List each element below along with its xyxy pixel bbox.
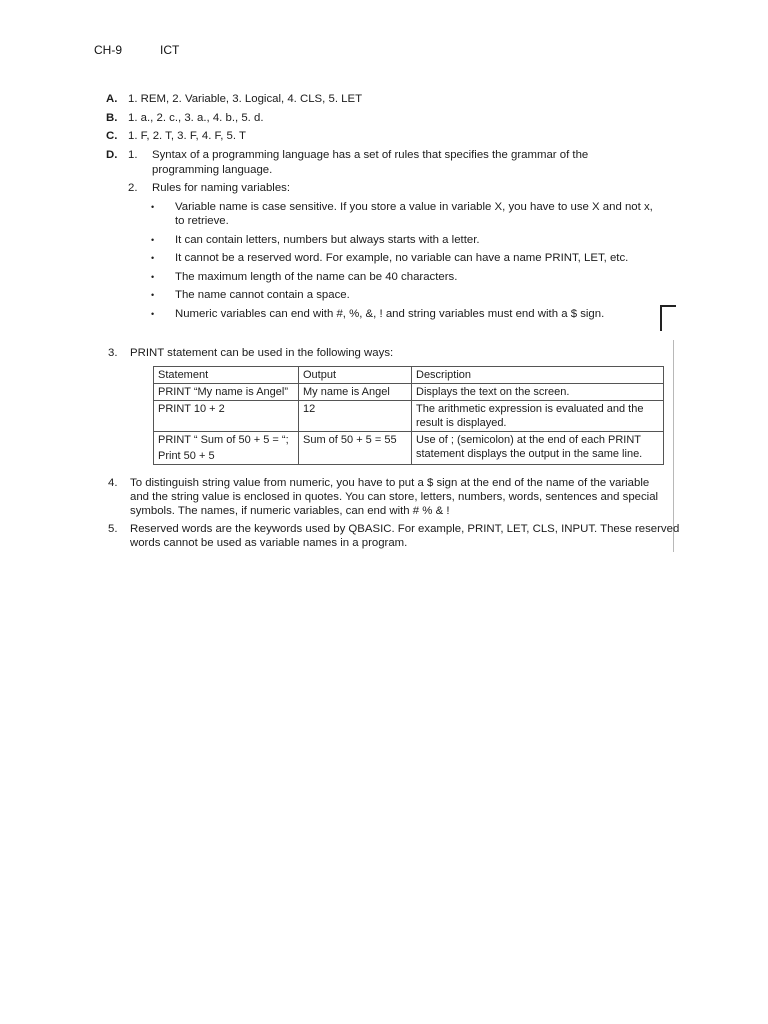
d-q1-line2: programming language. <box>152 164 273 176</box>
d-q4-number: 4. <box>108 477 118 489</box>
d-q4-line: symbols. The names, if numeric variables, can end with # % & ! <box>130 505 450 517</box>
answer-c-label: C. <box>106 130 118 142</box>
d-q4-line: and the string value is enclosed in quotes. You can store, letters, numbers, words, sentences and special <box>130 491 659 503</box>
table-header-cell: Output <box>299 367 412 384</box>
answer-a-label: A. <box>106 93 118 105</box>
bullet-dot: • <box>151 290 155 300</box>
table-cell <box>154 432 299 465</box>
table-cell: PRINT “My name is Angel” <box>154 384 299 401</box>
bullet-text: It can contain letters, numbers but always starts with a letter. <box>175 234 480 246</box>
bullet-text: to retrieve. <box>175 215 229 227</box>
answer-b-label: B. <box>106 112 118 124</box>
bullet-dot: • <box>151 202 155 212</box>
d-q1-number: 1. <box>128 149 138 161</box>
table-cell: Displays the text on the screen. <box>412 384 664 401</box>
answer-c-text: 1. F, 2. T, 3. F, 4. F, 5. T <box>128 130 246 142</box>
bullet-text: The name cannot contain a space. <box>175 289 350 301</box>
bullet-dot: • <box>151 272 155 282</box>
bullet-text: It cannot be a reserved word. For example, no variable can have a name PRINT, LET, etc. <box>175 252 629 264</box>
table-cell: Sum of 50 + 5 = 55 <box>299 432 412 465</box>
d-q4-line: To distinguish string value from numeric, you have to put a $ sign at the end of the name of the variable <box>130 477 650 489</box>
chapter-label: CH-9 <box>94 43 123 57</box>
subject-label: ICT <box>160 43 180 57</box>
answer-d-label: D. <box>106 149 118 161</box>
table-header-row <box>154 367 664 384</box>
d-q2-title: Rules for naming variables: <box>152 182 291 194</box>
d-q3-number: 3. <box>108 347 118 359</box>
bullet-text: The maximum length of the name can be 40 characters. <box>175 271 458 283</box>
table-cell: 12 <box>299 401 412 432</box>
margin-rule <box>673 340 674 552</box>
d-q2-number: 2. <box>128 182 138 194</box>
table-cell: Use of ; (semicolon) at the end of each PRINT statement displays the output in the same line. <box>412 432 664 465</box>
bullet-dot: • <box>151 253 155 263</box>
table-cell: The arithmetic expression is evaluated and the result is displayed. <box>412 401 664 432</box>
table-row <box>154 401 664 432</box>
table-header-cell: Statement <box>154 367 299 384</box>
table-row <box>154 384 664 401</box>
answer-b-text: 1. a., 2. c., 3. a., 4. b., 5. d. <box>128 112 264 124</box>
print-table <box>153 366 664 465</box>
d-q5-number: 5. <box>108 523 118 535</box>
d-q5-line: words cannot be used as variable names in a program. <box>130 537 408 549</box>
bullet-text: Numeric variables can end with #, %, &, ! and string variables must end with a $ sign. <box>175 308 605 320</box>
answer-a-text: 1. REM, 2. Variable, 3. Logical, 4. CLS, 5. LET <box>128 93 363 105</box>
d-q1-line1: Syntax of a programming language has a set of rules that specifies the grammar of the <box>152 149 589 161</box>
table-header-cell: Description <box>412 367 664 384</box>
d-q3-title: PRINT statement can be used in the following ways: <box>130 347 394 359</box>
table-cell: PRINT 10 + 2 <box>154 401 299 432</box>
corner-mark <box>660 305 676 331</box>
table-cell: My name is Angel <box>299 384 412 401</box>
bullet-text: Variable name is case sensitive. If you store a value in variable X, you have to use X and not x, <box>175 201 653 213</box>
table-row <box>154 432 664 465</box>
table-cell-line: PRINT “ Sum of 50 + 5 = “; <box>158 434 289 446</box>
table-cell-line: Print 50 + 5 <box>158 450 215 462</box>
bullet-dot: • <box>151 309 155 319</box>
d-q5-line: Reserved words are the keywords used by QBASIC. For example, PRINT, LET, CLS, INPUT. These reserved <box>130 523 680 535</box>
bullet-dot: • <box>151 235 155 245</box>
